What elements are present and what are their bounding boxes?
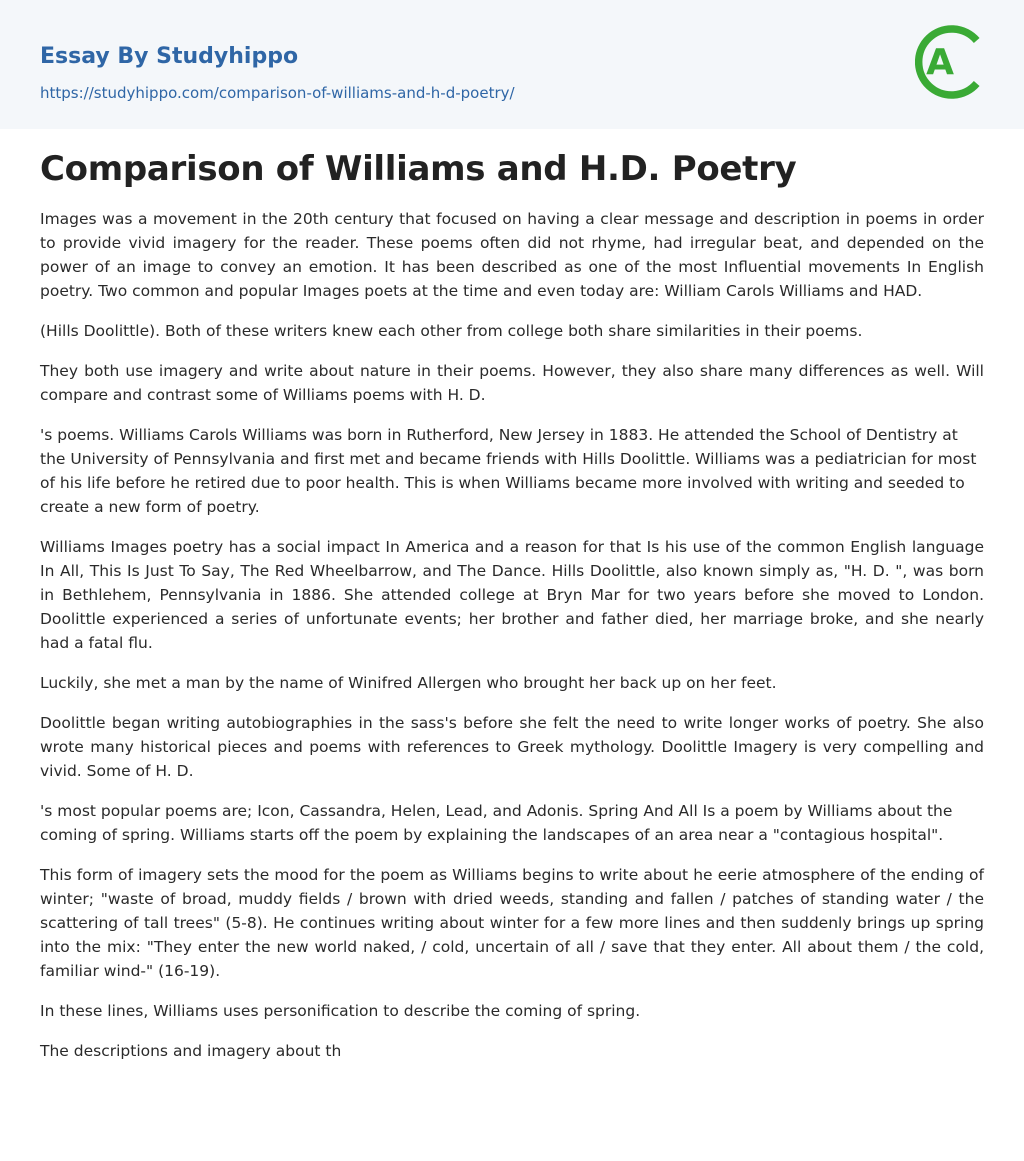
essay-paragraph: (Hills Doolittle). Both of these writers knew each other from college both share similarities in their poems. <box>40 322 863 340</box>
essay-url-link[interactable]: https://studyhippo.com/comparison-of-williams-and-h-d-poetry/ <box>40 84 515 102</box>
essay-article <box>0 129 1024 1063</box>
essay-paragraph: Images was a movement in the 20th century that focused on having a clear message and description in poems in order to provide vivid imagery for the reader. These poems often did not rhyme, had irregular beat, and depended on the power of an image to convey an emotion. It has been described as one of the most Influential movements In English poetry. Two common and popular Images poets at the time and even today are: William Carols Williams and HAD. <box>40 210 984 300</box>
essay-paragraph: The descriptions and imagery about th <box>40 1042 342 1060</box>
site-header <box>0 0 1024 129</box>
essay-paragraph: Luckily, she met a man by the name of Winifred Allergen who brought her back up on her feet. <box>40 674 777 692</box>
essay-paragraph: 's poems. Williams Carols Williams was born in Rutherford, New Jersey in 1883. He attended the School of Dentistry at the University of Pennsylvania and first met and became friends with Hills Doolittle. Williams was a pediatrician for most of his life before he retired due to poor health. This is when Williams became more involved with writing and seeded to create a new form of poetry. <box>40 426 977 516</box>
site-brand[interactable]: Essay By Studyhippo <box>40 44 299 69</box>
essay-paragraph: Doolittle began writing autobiographies in the sass's before she felt the need to write longer works of poetry. She also wrote many historical pieces and poems with references to Greek mythology. Doolittle Imagery is very compelling and vivid. Some of H. D. <box>40 714 984 780</box>
essay-paragraph: 's most popular poems are; Icon, Cassandra, Helen, Lead, and Adonis. Spring And All Is a poem by Williams about the coming of spring. Williams starts off the poem by explaining the landscapes of an area near a "contagious hospital". <box>40 802 953 844</box>
essay-paragraph: This form of imagery sets the mood for the poem as Williams begins to write about he eerie atmosphere of the ending of winter; "waste of broad, muddy fields / brown with dried weeds, standing and fallen / patches of standing water / the scattering of tall trees" (5-8). He continues writing about winter for a few more lines and then suddenly brings up spring into the mix: "They enter the new world naked, / cold, uncertain of all / save that they enter. All about them / the cold, familiar wind-" (16-19). <box>40 866 984 980</box>
page-title: Comparison of Williams and H.D. Poetry <box>40 149 797 189</box>
essay-paragraph: In these lines, Williams uses personification to describe the coming of spring. <box>40 1002 641 1020</box>
studyhippo-logo-icon[interactable] <box>915 20 985 104</box>
essay-paragraph: They both use imagery and write about nature in their poems. However, they also share many differences as well. Will compare and contrast some of Williams poems with H. D. <box>40 362 984 404</box>
essay-paragraph: Williams Images poetry has a social impact In America and a reason for that Is his use of the common English language In All, This Is Just To Say, The Red Wheelbarrow, and The Dance. Hills Doolittle, also known simply as, "H. D. ", was born in Bethlehem, Pennsylvania in 1886. She attended college at Bryn Mar for two years before she moved to London. Doolittle experienced a series of unfortunate events; her brother and father died, her marriage broke, and she nearly had a fatal flu. <box>40 538 984 652</box>
logo-letter: A <box>926 42 954 83</box>
